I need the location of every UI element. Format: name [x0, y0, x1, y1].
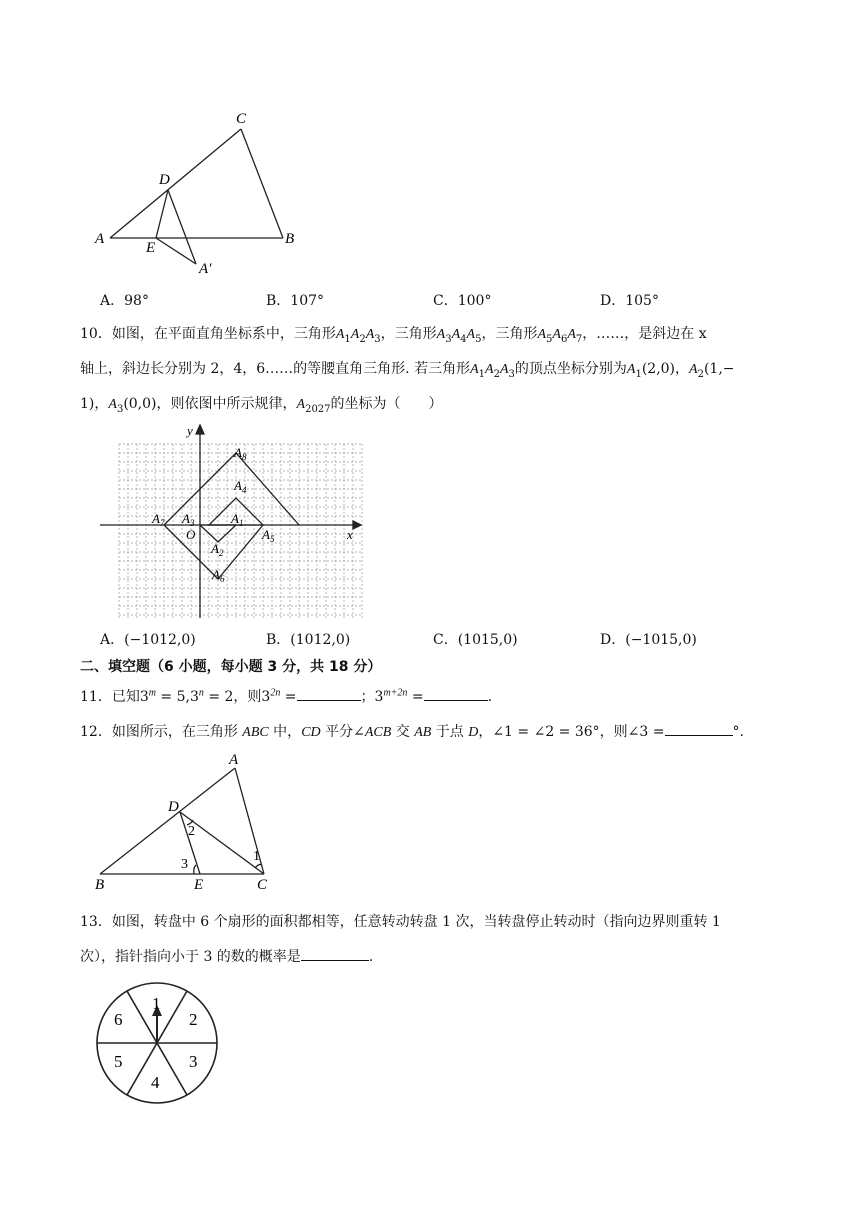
q12-label-A: A [229, 752, 239, 768]
q10-option-c: C．(1015,0) [433, 632, 518, 648]
q10-coordinate-grid-figure [95, 422, 365, 620]
spinner-sector-3: 3 [189, 1052, 198, 1071]
q12-label-E: E [194, 877, 204, 892]
q13-line-1: 13．如图，转盘中 6 个扇形的面积都相等，任意转动转盘 1 次，当转盘停止转动时（指向边界则重转 1 [80, 914, 721, 930]
q13-spinner-figure [94, 980, 220, 1106]
q11-answer-blank-2[interactable] [424, 686, 488, 701]
q10-option-a: A．(−1012,0) [100, 632, 196, 648]
spinner-sector-5: 5 [114, 1052, 123, 1071]
q9-label-D: D [159, 172, 170, 188]
q9-triangle-figure [90, 105, 320, 280]
q13-line-2: 次），指针指向小于 3 的数的概率是 . [80, 946, 373, 967]
q10-line-1: 10．如图，在平面直角坐标系中，三角形$A_1A_2A_3$，三角形$A_3A_4A_5$，三角形$A_5A_6A_7$，……，是斜边在 x [80, 326, 707, 345]
q10-axis-y: y [187, 423, 193, 438]
q10-label-A4: $A_4$ [234, 478, 247, 495]
q9-label-A: A [95, 231, 105, 247]
q10-option-b: B．(1012,0) [266, 632, 351, 648]
q11-answer-blank-1[interactable] [297, 686, 361, 701]
q10-label-A3: $A_3$ [182, 511, 195, 528]
q10-label-A2: $A_2$ [211, 541, 224, 558]
q10-option-d: D．(−1015,0) [600, 632, 697, 648]
q9-label-E: E [146, 240, 156, 256]
q12-label-C: C [257, 877, 268, 892]
q10-label-A6: $A_6$ [212, 567, 225, 584]
q9-option-a: A．98° [100, 293, 149, 309]
q12-angle-3: 3 [181, 857, 188, 872]
q9-option-c: C．100° [433, 293, 492, 309]
q12-triangle-figure [92, 750, 282, 892]
spinner-sector-6: 6 [114, 1010, 123, 1029]
q10-origin-O: O [186, 527, 196, 542]
q10-label-A5: $A_5$ [262, 527, 275, 544]
q11-line: 11．已知$3^m = 5,3^n = 2$，则$3^{2n}$ = ；$3^{m+2n}$ = . [80, 687, 493, 705]
q12-angle-2: 2 [188, 824, 195, 839]
q10-label-A1: $A_1$ [231, 511, 244, 528]
q9-option-d: D．105° [600, 293, 659, 309]
q9-option-b: B．107° [266, 293, 325, 309]
q9-label-Aprime: A′ [199, 261, 212, 277]
q13-answer-blank[interactable] [301, 946, 369, 961]
q9-label-C: C [236, 111, 247, 127]
spinner-sector-1: 1 [152, 994, 161, 1013]
q9-label-B: B [285, 231, 295, 247]
q10-label-A7: $A_7$ [152, 511, 165, 528]
q12-label-D: D [168, 799, 179, 815]
q10-line-3: 1)，$A_3(0,0)$，则依图中所示规律，$A_{2027}$的坐标为（ ） [80, 396, 443, 415]
q12-answer-blank[interactable] [665, 721, 733, 736]
section-heading-fill-in: 二、填空题（6 小题，每小题 3 分，共 18 分） [80, 659, 382, 675]
q12-angle-1: 1 [253, 849, 260, 864]
q10-line-2: 轴上，斜边长分别为 2，4，6……的等腰直角三角形. 若三角形$A_1A_2A_3$的顶点坐标分别为$A_1(2,0)$，$A_2(1,-$ [80, 361, 735, 380]
spinner-sector-2: 2 [189, 1010, 198, 1029]
q12-label-B: B [95, 877, 105, 892]
spinner-sector-4: 4 [151, 1073, 160, 1092]
q10-label-A8: $A_8$ [234, 445, 247, 462]
q10-axis-x: x [347, 527, 353, 542]
q12-line: 12．如图所示，在三角形 ABC 中，CD 平分∠ACB 交 AB 于点 D，∠1 = ∠2 = 36°，则∠3 = °. [80, 721, 744, 743]
